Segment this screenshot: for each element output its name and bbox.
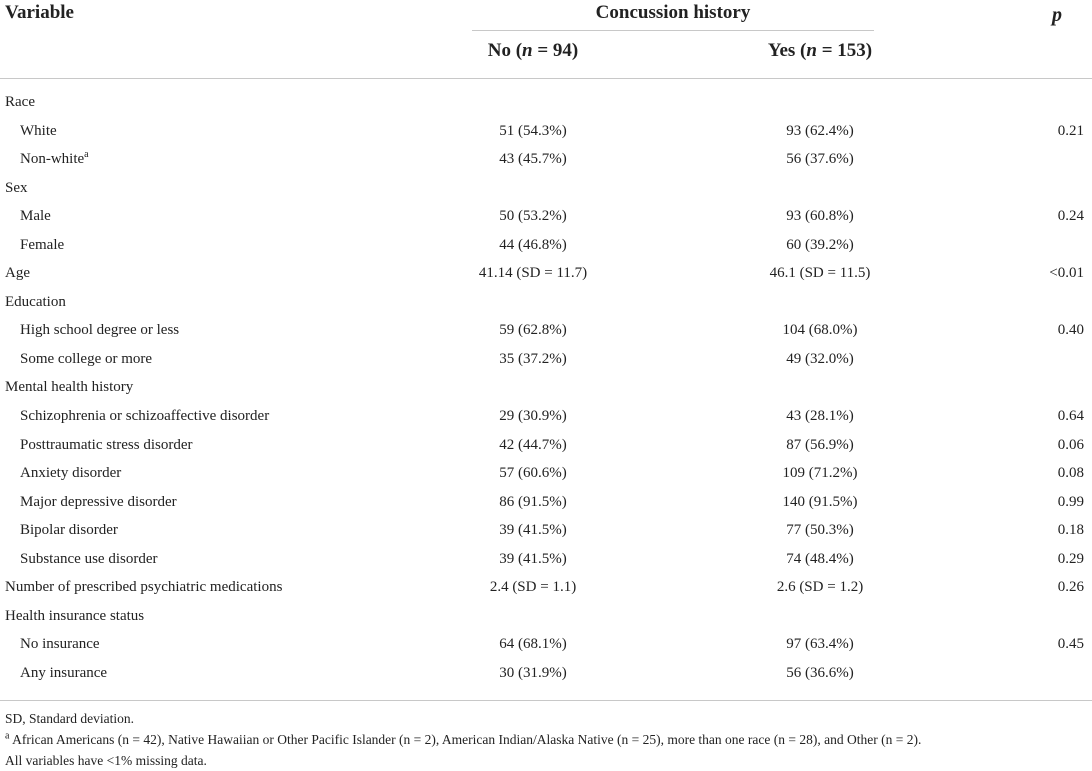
row-label-text: Male (20, 208, 51, 225)
row-label-text: Mental health history (5, 379, 134, 396)
row-label-text: Female (20, 236, 65, 253)
row-label-text: High school degree or less (20, 322, 180, 339)
header-p-value: p (1052, 4, 1062, 26)
row-label-text: Posttraumatic stress disorder (20, 436, 193, 453)
cell-no-concussion: 51 (54.3%) (499, 122, 567, 139)
footnote-marker: a (84, 149, 89, 161)
header-no-count: = 94) (532, 40, 579, 61)
header-no-label: No ( (487, 40, 523, 61)
cell-no-concussion: 35 (37.2%) (499, 350, 567, 367)
cell-yes-concussion: 74 (48.4%) (786, 550, 854, 567)
row-label (5, 288, 66, 316)
row-label-text: Some college or more (20, 350, 153, 367)
row-label-text: Any insurance (20, 664, 108, 681)
row-label-text: Major depressive disorder (20, 493, 177, 510)
row-label-text: Non-white (20, 151, 85, 168)
header-yes-label: Yes ( (767, 40, 807, 61)
row-label (5, 373, 133, 401)
row-label (5, 573, 282, 601)
row-label (20, 345, 152, 373)
cell-yes-concussion: 60 (39.2%) (786, 236, 854, 253)
table-bottom-rule (0, 700, 1092, 701)
table-row-category (0, 573, 1092, 602)
header-no-group (430, 39, 636, 63)
table-row-category (0, 174, 1092, 203)
cell-p-value: 0.29 (1057, 550, 1084, 567)
table-row (0, 545, 1092, 574)
cell-yes-concussion: 97 (63.4%) (786, 636, 854, 653)
footnote-race (5, 729, 921, 750)
cell-no-concussion: 43 (45.7%) (499, 151, 567, 168)
row-label (20, 402, 269, 430)
table-body (0, 88, 1092, 687)
cell-yes-concussion: 56 (36.6%) (786, 664, 854, 681)
row-label-text: White (20, 122, 57, 139)
table-row (0, 630, 1092, 659)
cell-no-concussion: 30 (31.9%) (499, 664, 567, 681)
table-row (0, 402, 1092, 431)
cell-yes-concussion: 43 (28.1%) (786, 408, 854, 425)
row-label-text: Sex (5, 179, 28, 196)
row-label (20, 145, 89, 173)
table-row-category (0, 259, 1092, 288)
cell-p-value: 0.24 (1057, 208, 1084, 225)
cell-no-concussion: 41.14 (SD = 11.7) (478, 265, 588, 282)
cell-p-value: 0.06 (1057, 436, 1084, 453)
cell-yes-concussion: 140 (91.5%) (782, 493, 858, 510)
row-label (20, 488, 177, 516)
row-label (5, 174, 28, 202)
cell-yes-concussion: 49 (32.0%) (786, 350, 854, 367)
header-bottom-rule (0, 78, 1092, 79)
header-concussion-history: Concussion history (595, 2, 751, 23)
cell-yes-concussion: 77 (50.3%) (786, 522, 854, 539)
table-row (0, 202, 1092, 231)
row-label-text: Race (5, 94, 35, 110)
row-label-text: Age (5, 265, 30, 282)
table-row (0, 659, 1092, 688)
row-label-text: Bipolar disorder (20, 522, 118, 539)
cell-no-concussion: 57 (60.6%) (499, 465, 567, 482)
row-label (20, 117, 57, 145)
cell-p-value: 0.18 (1057, 522, 1084, 539)
row-label-text: Health insurance status (5, 607, 145, 624)
row-label (20, 231, 64, 259)
row-label (5, 602, 144, 630)
cell-p-value: 0.99 (1057, 493, 1084, 510)
footnote-race-mark: a (5, 730, 10, 742)
cell-yes-concussion: 93 (60.8%) (786, 208, 854, 225)
header-yes-group (715, 39, 925, 63)
cell-p-value: 0.08 (1057, 465, 1084, 482)
cell-yes-concussion: 93 (62.4%) (786, 122, 854, 139)
cell-p-value: 0.45 (1057, 636, 1084, 653)
cell-no-concussion: 29 (30.9%) (499, 408, 567, 425)
table-row (0, 431, 1092, 460)
cell-yes-concussion: 56 (37.6%) (786, 151, 854, 168)
row-label (20, 202, 51, 230)
row-label (20, 431, 192, 459)
cell-yes-concussion: 2.6 (SD = 1.2) (776, 579, 864, 596)
cell-yes-concussion: 104 (68.0%) (782, 322, 858, 339)
cell-no-concussion: 59 (62.8%) (499, 322, 567, 339)
row-label-text: Substance use disorder (20, 550, 158, 567)
cell-no-concussion: 2.4 (SD = 1.1) (489, 579, 577, 596)
row-label (5, 88, 35, 116)
cell-p-value: <0.01 (1049, 265, 1084, 282)
table-row (0, 231, 1092, 260)
row-label-text: Education (5, 293, 66, 310)
row-label (20, 459, 121, 487)
row-label (5, 259, 30, 287)
cell-p-value: 0.26 (1057, 579, 1084, 596)
table-row-category (0, 288, 1092, 317)
table-row (0, 516, 1092, 545)
row-label (20, 659, 107, 687)
cell-no-concussion: 39 (41.5%) (499, 522, 567, 539)
table-footnotes (5, 708, 921, 771)
table-row (0, 345, 1092, 374)
footnote-missing-data: All variables have <1% missing data. (5, 753, 207, 768)
row-label (20, 516, 118, 544)
cell-yes-concussion: 109 (71.2%) (782, 465, 858, 482)
cell-no-concussion: 39 (41.5%) (499, 550, 567, 567)
row-label-text: Schizophrenia or schizoaffective disorder (20, 408, 270, 425)
header-yes-count: = 153) (816, 40, 873, 61)
row-label-text: Anxiety disorder (20, 465, 122, 482)
cell-no-concussion: 44 (46.8%) (499, 236, 567, 253)
footnote-sd: SD, Standard deviation. (5, 711, 134, 726)
cell-yes-concussion: 46.1 (SD = 11.5) (769, 265, 871, 282)
row-label (20, 316, 179, 344)
table-row-category (0, 602, 1092, 631)
cell-no-concussion: 42 (44.7%) (499, 436, 567, 453)
cell-yes-concussion: 87 (56.9%) (786, 436, 854, 453)
table-row (0, 117, 1092, 146)
group-header-rule (472, 30, 874, 31)
table-row-category (0, 88, 1092, 117)
row-label-text: No insurance (20, 636, 100, 653)
table-row (0, 488, 1092, 517)
cell-p-value: 0.64 (1057, 408, 1084, 425)
header-yes-n: n (806, 40, 817, 61)
row-label (20, 545, 157, 573)
cell-no-concussion: 50 (53.2%) (499, 208, 567, 225)
cell-p-value: 0.40 (1057, 322, 1084, 339)
cell-no-concussion: 86 (91.5%) (499, 493, 567, 510)
table-row (0, 316, 1092, 345)
row-label-text: Number of prescribed psychiatric medications (5, 579, 283, 596)
table-row (0, 459, 1092, 488)
header-no-n: n (522, 40, 533, 61)
cell-p-value: 0.21 (1057, 122, 1084, 139)
row-label (20, 630, 100, 658)
cell-no-concussion: 64 (68.1%) (499, 636, 567, 653)
footnote-race-text: African Americans (n = 42), Native Hawaiian or Other Pacific Islander (n = 2), American Indian/Alaska Native (n = 25), more than one race (n = 28), and Other (n = 2). (9, 732, 922, 747)
table-row (0, 145, 1092, 174)
header-variable: Variable (5, 2, 74, 23)
table-row-category (0, 373, 1092, 402)
